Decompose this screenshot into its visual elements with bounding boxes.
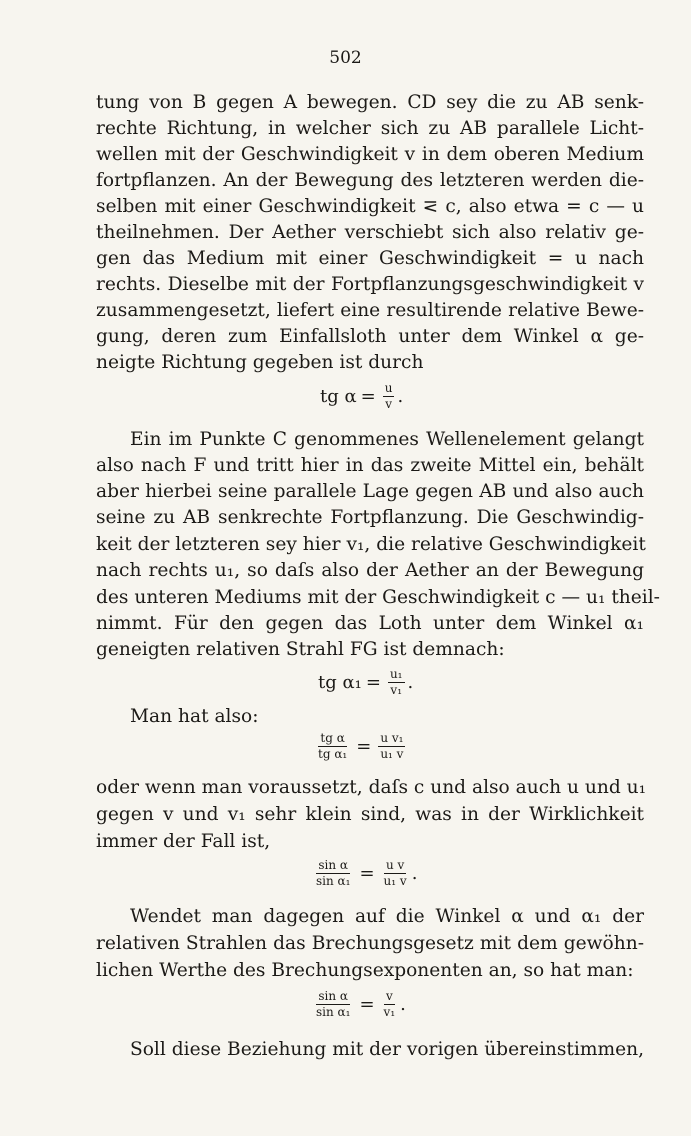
- eq-fraction: [383, 382, 395, 411]
- eq-denominator: v₁: [390, 683, 403, 697]
- eq-relation: =: [360, 386, 376, 407]
- eq-period: .: [407, 672, 414, 693]
- eq-right-fraction: [382, 859, 409, 888]
- text-line: wellen mit der Geschwindigkeit v in dem oberen Medium: [96, 144, 644, 165]
- page-number: 502: [329, 48, 362, 68]
- eq-denominator: u₁ v: [380, 747, 404, 761]
- eq-period: .: [400, 994, 406, 1015]
- text-line: geneigten relativen Strahl FG ist demnach:: [96, 639, 505, 660]
- text-line: aber hierbei seine parallele Lage gegen AB und also auch: [96, 481, 644, 502]
- text-line: tung von B gegen A bewegen. CD sey die zu AB senk-: [96, 92, 644, 113]
- eq-period: .: [397, 386, 404, 407]
- eq-relation: =: [359, 994, 375, 1015]
- text-line: theilnehmen. Der Aether verschiebt sich also relativ ge-: [96, 222, 644, 243]
- text-line: gen das Medium mit einer Geschwindigkeit = u nach: [96, 248, 644, 269]
- eq-numerator: sin α: [318, 858, 349, 872]
- equation-sin-ratio: [311, 859, 417, 888]
- text-line: fortpflanzen. An der Bewegung des letzteren werden die-: [96, 170, 644, 191]
- text-line: Man hat also:: [130, 706, 259, 727]
- text-line: immer der Fall ist,: [96, 831, 271, 852]
- eq-numerator: sin α: [318, 989, 349, 1003]
- text-line: keit der letzteren sey hier v₁, die relative Geschwindigkeit: [96, 534, 646, 555]
- eq-period: .: [411, 863, 418, 884]
- text-line: Soll diese Beziehung mit der vorigen übereinstimmen,: [130, 1039, 644, 1060]
- text-line: rechts. Dieselbe mit der Fortpflanzungsgeschwindigkeit v: [96, 274, 644, 295]
- text-line: seine zu AB senkrechte Fortpflanzung. Die Geschwindig-: [96, 507, 644, 528]
- equation-tg-alpha: [320, 382, 403, 411]
- eq-lhs: tg α: [320, 386, 357, 407]
- eq-left-fraction: [316, 732, 349, 761]
- text-line: nimmt. Für den gegen das Loth unter dem Winkel α₁: [96, 613, 644, 634]
- text-line: neigte Richtung gegeben ist durch: [96, 352, 424, 373]
- eq-left-fraction: [314, 859, 352, 888]
- text-line: nach rechts u₁, so daſs also der Aether an der Bewegung: [96, 560, 644, 581]
- eq-right-fraction: [378, 732, 405, 761]
- text-line: gung, deren zum Einfallsloth unter dem Winkel α ge-: [96, 326, 644, 347]
- eq-denominator: u₁ v: [383, 874, 407, 888]
- eq-denominator: sin α₁: [316, 874, 351, 888]
- text-line: oder wenn man voraussetzt, daſs c und also auch u und u₁: [96, 777, 647, 798]
- equation-tg-alpha1: [318, 668, 413, 697]
- eq-numerator: v: [385, 989, 393, 1003]
- text-line: relativen Strahlen das Brechungsgesetz mit dem gewöhn-: [96, 933, 644, 954]
- text-line: Ein im Punkte C genommenes Wellenelement gelangt: [130, 429, 644, 450]
- equation-tg-ratio: [313, 732, 408, 761]
- eq-numerator: tg α: [320, 731, 345, 745]
- text-line: gegen v und v₁ sehr klein sind, was in der Wirklichkeit: [96, 804, 644, 825]
- text-line: Wendet man dagegen auf die Winkel α und α₁ der: [130, 906, 644, 927]
- eq-right-fraction: [382, 990, 398, 1019]
- eq-numerator: u₁: [389, 667, 403, 681]
- equation-snell-law: [311, 990, 406, 1019]
- eq-numerator: u: [384, 381, 393, 395]
- eq-denominator: v₁: [383, 1005, 396, 1019]
- eq-lhs: tg α₁: [318, 672, 362, 693]
- eq-numerator: u v: [385, 858, 405, 872]
- text-line: also nach F und tritt hier in das zweite Mittel ein, behält: [96, 455, 644, 476]
- eq-relation: =: [359, 863, 375, 884]
- text-line: des unteren Mediums mit der Geschwindigkeit c — u₁ theil-: [96, 587, 660, 608]
- eq-denominator: sin α₁: [316, 1005, 351, 1019]
- eq-relation: =: [365, 672, 381, 693]
- eq-denominator: v: [385, 397, 392, 411]
- eq-fraction: [388, 668, 405, 697]
- eq-numerator: u v₁: [380, 731, 404, 745]
- eq-denominator: tg α₁: [318, 747, 348, 761]
- eq-left-fraction: [314, 990, 352, 1019]
- text-line: zusammengesetzt, liefert eine resultirende relative Bewe-: [96, 300, 644, 321]
- text-line: lichen Werthe des Brechungsexponenten an, so hat man:: [96, 960, 634, 981]
- eq-relation: =: [356, 736, 372, 757]
- text-line: selben mit einer Geschwindigkeit ⋜ c, also etwa = c — u: [96, 196, 644, 217]
- text-line: rechte Richtung, in welcher sich zu AB parallele Licht-: [96, 118, 644, 139]
